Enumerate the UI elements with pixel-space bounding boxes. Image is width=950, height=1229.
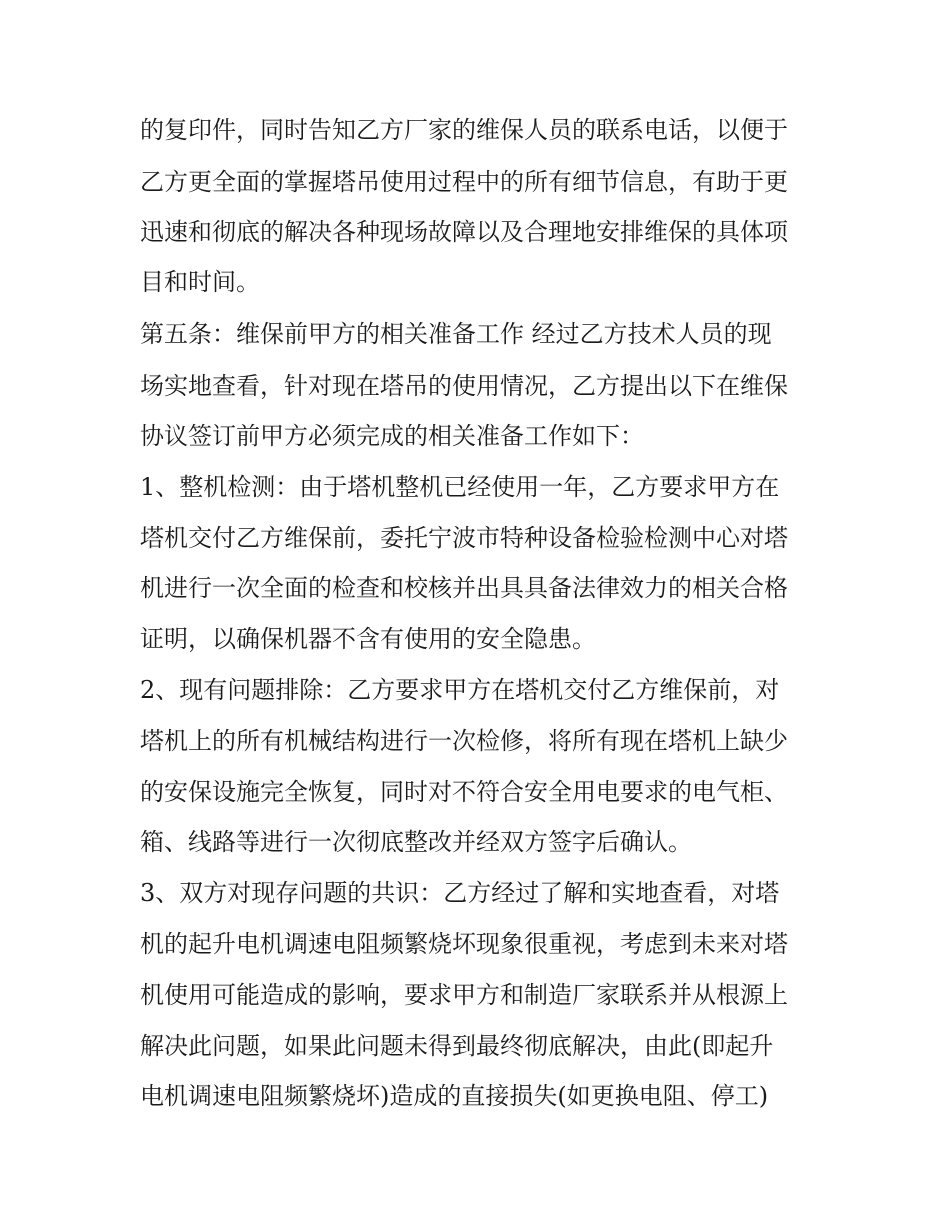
text-line: 场实地查看，针对现在塔吊的使用情况，乙方提出以下在维保 <box>140 372 788 400</box>
text-line: 箱、线路等进行一次彻底整改并经双方签字后确认。 <box>140 828 692 856</box>
list-item-1: 1、整机检测：由于塔机整机已经使用一年，乙方要求甲方在 <box>140 473 780 501</box>
text-line: 电机调速电阻频繁烧坏)造成的直接损失(如更换电阻、停工) <box>140 1082 769 1110</box>
text-line: 机使用可能造成的影响，要求甲方和制造厂家联系并从根源上 <box>140 981 788 1009</box>
text-line: 的复印件，同时告知乙方厂家的维保人员的联系电话，以便于 <box>140 116 788 144</box>
text-line: 乙方更全面的掌握塔吊使用过程中的所有细节信息，有助于更 <box>140 168 788 196</box>
text-line: 塔机交付乙方维保前，委托宁波市特种设备检验检测中心对塔 <box>140 524 788 552</box>
section-heading: 第五条：维保前甲方的相关准备工作 经过乙方技术人员的现 <box>140 320 772 348</box>
text-line: 的安保设施完全恢复，同时对不符合安全用电要求的电气柜、 <box>140 778 788 806</box>
text-line: 解决此问题，如果此问题未得到最终彻底解决，由此(即起升 <box>140 1032 774 1060</box>
text-line: 塔机上的所有机械结构进行一次检修，将所有现在塔机上缺少 <box>140 727 788 755</box>
list-item-2: 2、现有问题排除：乙方要求甲方在塔机交付乙方维保前，对 <box>140 676 780 704</box>
text-line: 迅速和彻底的解决各种现场故障以及合理地安排维保的具体项 <box>140 218 788 246</box>
text-line: 目和时间。 <box>140 268 260 296</box>
text-line: 证明，以确保机器不含有使用的安全隐患。 <box>140 625 596 653</box>
list-item-3: 3、双方对现存问题的共识：乙方经过了解和实地查看，对塔 <box>140 879 780 907</box>
text-line: 协议签订前甲方必须完成的相关准备工作如下： <box>140 422 644 450</box>
text-line: 机的起升电机调速电阻频繁烧坏现象很重视，考虑到未来对塔 <box>140 930 788 958</box>
text-line: 机进行一次全面的检查和校核并出具具备法律效力的相关合格 <box>140 574 788 602</box>
